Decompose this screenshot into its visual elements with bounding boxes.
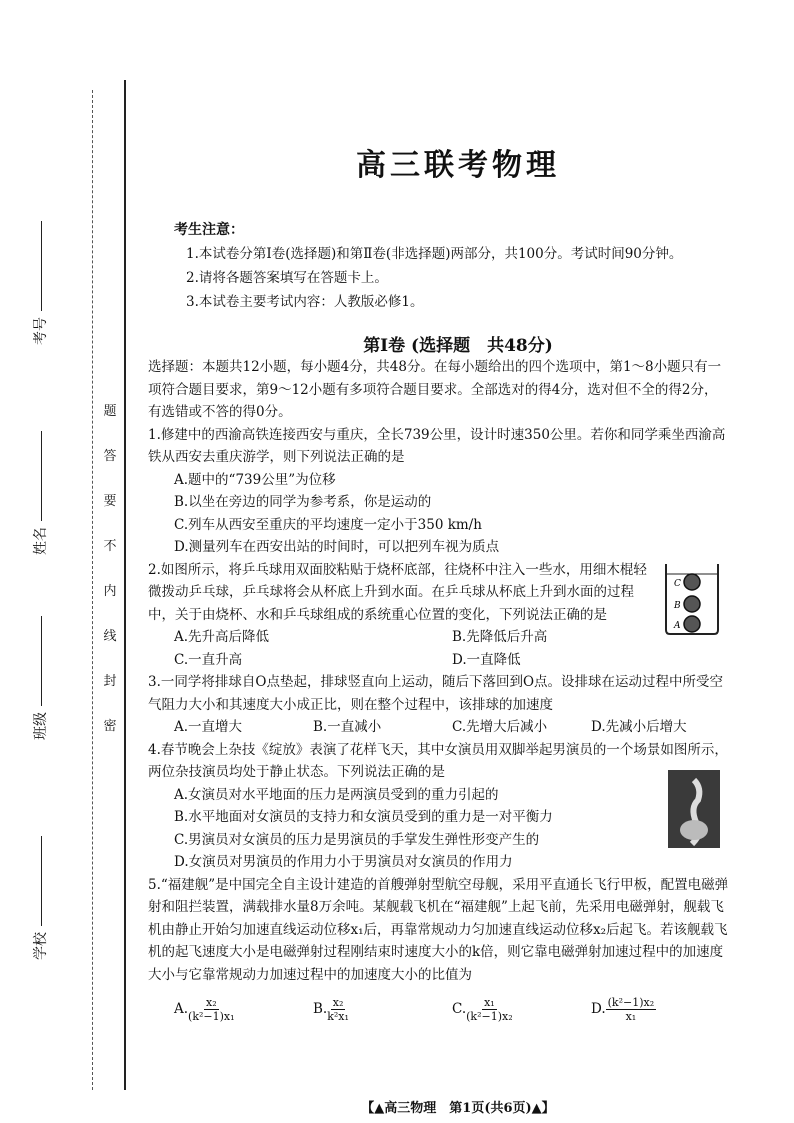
ball-label: A <box>674 621 681 631</box>
notice-item: 2.请将各题答案填写在答题卡上。 <box>186 270 388 286</box>
question-2-stem: 2.如图所示，将乒乓球用双面胶粘贴于烧杯底部，往烧杯中注入一些水，用细木棍轻微拨动乒乓球，乒乓球将会从杯底上升到水面。在乒乓球从杯底上升到水面的过程中，关于由烧杯、水和乒乓球组成的系统重心位置的变化，下列说法正确的是 <box>148 561 647 623</box>
question-3-option: A.一直增大 <box>174 719 243 735</box>
question-2-option: B.先降低后升高 <box>452 629 548 645</box>
acrobat-photo <box>668 770 720 848</box>
question-5-option: A. $\frac{\text{x₂}}{\text{(k²−1)x₁}}$ <box>174 996 235 1023</box>
notice-item: 1.本试卷分第Ⅰ卷(选择题)和第Ⅱ卷(非选择题)两部分，共100分。考试时间90分钟。 <box>186 246 683 262</box>
page-footer: 【▲高三物理 第1页(共6页)▲】 <box>361 1101 555 1116</box>
question-3-stem: 3.一同学将排球自O点垫起，排球竖直向上运动，随后下落回到O点。设排球在运动过程中所受空气阻力大小和其速度大小成正比，则在整个过程中，该排球的加速度 <box>148 674 724 713</box>
question-2-option: D.一直降低 <box>452 651 521 668</box>
question-5-option: D. $\frac{\text{(k²−1)x₂}}{\text{x₁}}$ <box>591 996 655 1023</box>
ball-b <box>684 596 700 612</box>
question-4-option: C.男演员对女演员的压力是男演员的手掌发生弹性形变产生的 <box>174 831 540 848</box>
name-label: 姓名 <box>30 465 50 555</box>
notice-item: 3.本试卷主要考试内容：人教版必修1。 <box>186 294 424 310</box>
question-2-options <box>148 649 730 672</box>
seal-line <box>92 90 94 1090</box>
question-1-option: D.测量列车在西安出站的时间时，可以把列车视为质点 <box>174 539 500 555</box>
exam-notice <box>174 218 754 314</box>
question-5-stem: 5.“福建舰”是中国完全自主设计建造的首艘弹射型航空母舰，采用平直通长飞行甲板，配置电磁弹射和阻拦装置，满载排水量8万余吨。某舰载飞机在“福建舰”上起飞前，先采用电磁弹射，舰载飞机由静止开始匀加速直线运动位移x₁后，再靠常规动力匀加速直线运动位移x₂后起飞。若该舰载飞机的起飞速度大小是电磁弹射过程刚结束时速度大小的k倍，则它靠电磁弹射加速过程中的加速度大小与它靠常规动力加速过程中的加速度大小的比值为 <box>148 876 729 983</box>
section-title: 第Ⅰ卷 (选择题 共48分) <box>363 336 553 356</box>
question-2-options <box>148 626 730 649</box>
seal-text: 题 答 要 不 内 线 封 密 <box>103 404 117 734</box>
beaker-figure <box>660 560 724 636</box>
question-4-option: A.女演员对水平地面的压力是两演员受到的重力引起的 <box>174 786 499 803</box>
class-label: 班级 <box>30 650 50 740</box>
question-5-option: B. $\frac{\text{x₂}}{\text{k²x₁}}$ <box>313 996 349 1023</box>
notice-heading: 考生注意： <box>174 222 244 238</box>
question-3-option: B.一直减小 <box>313 719 382 735</box>
question-4-stem: 4.春节晚会上杂技《绽放》表演了花样飞天，其中女演员用双脚举起男演员的一个场景如图所示，两位杂技演员均处于静止状态。下列说法正确的是 <box>148 741 728 780</box>
question-1-option: B.以坐在旁边的同学为参考系，你是运动的 <box>174 494 432 510</box>
page-title: 高三联考物理 <box>356 148 560 183</box>
question-1-option: A.题中的“739公里”为位移 <box>174 471 336 488</box>
question-4-option: D.女演员对男演员的作用力小于男演员对女演员的作用力 <box>174 854 513 870</box>
binding-margin <box>0 0 140 1123</box>
question-2-option: C.一直升高 <box>174 651 243 668</box>
question-3-option: D.先减小后增大 <box>591 719 687 735</box>
section-intro: 选择题：本题共12小题，每小题4分，共48分。在每小题给出的四个选项中，第1～8小题只有一项符合题目要求，第9～12小题有多项符合题目要求。全部选对的得4分，选对但不全的得2分，有选错或不答的得0分。 <box>148 359 722 420</box>
question-1-option: C.列车从西安至重庆的平均速度一定小于350 km/h <box>174 516 482 533</box>
ball-label: B <box>674 601 681 611</box>
question-5-option: C. $\frac{\text{x₁}}{\text{(k²−1)x₂}}$ <box>452 996 513 1023</box>
ball-label: C <box>674 579 681 589</box>
question-3-options <box>148 716 730 739</box>
ball-c <box>684 574 700 590</box>
question-3-option: C.先增大后减小 <box>452 719 548 735</box>
question-1-stem: 1.修建中的西渝高铁连接西安与重庆，全长739公里，设计时速350公里。若你和同学乘坐西渝高铁从西安去重庆游学，则下列说法正确的是 <box>148 426 726 465</box>
ball-a <box>684 616 700 632</box>
exam-number-label: 考号 <box>30 255 50 345</box>
question-4-option: B.水平地面对女演员的支持力和女演员受到的重力是一对平衡力 <box>174 809 553 825</box>
question-2-option: A.先升高后降低 <box>174 629 270 645</box>
questions <box>148 356 730 1023</box>
school-label: 学校 <box>30 870 50 960</box>
question-5-options <box>148 996 730 1023</box>
binding-line <box>124 80 126 1090</box>
